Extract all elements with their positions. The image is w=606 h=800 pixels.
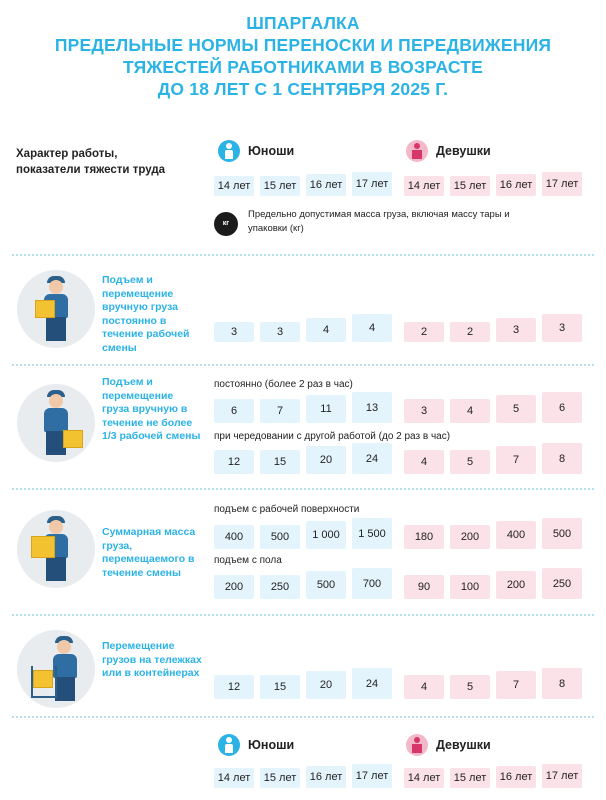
age-cell: 15 лет <box>260 176 300 196</box>
separator <box>12 364 594 366</box>
row-sublabel-alternating: при чередовании с другой работой (до 2 раз в час) <box>214 431 451 442</box>
value-cell: 3 <box>542 314 582 342</box>
separator <box>12 254 594 256</box>
girls-values-floor <box>404 568 582 599</box>
worker-carrying-box-icon <box>17 270 95 348</box>
value-cell: 200 <box>214 575 254 599</box>
age-cell: 16 лет <box>306 174 346 196</box>
boys-footer-header <box>218 734 294 756</box>
section-label-total-mass: Суммарная масса груза, перемещаемого в течение смены <box>102 526 196 579</box>
girls-label: Девушки <box>436 738 491 752</box>
girls-values-work-surface <box>404 518 582 549</box>
value-cell: 400 <box>496 521 536 549</box>
girls-values-carts <box>404 668 582 699</box>
age-cell: 17 лет <box>352 764 392 788</box>
value-cell: 4 <box>352 314 392 342</box>
girls-values-third-constant <box>404 392 582 423</box>
worker-pushing-cart-icon <box>17 630 95 708</box>
value-cell: 4 <box>404 675 444 699</box>
value-cell: 7 <box>496 446 536 474</box>
section-label-third-shift: Подъем и перемещение груза вручную в течение не более 1/3 рабочей смены <box>102 376 201 442</box>
value-cell: 200 <box>496 571 536 599</box>
value-cell: 15 <box>260 450 300 474</box>
girls-values-constant <box>404 314 582 342</box>
boys-values-third-constant <box>214 392 392 423</box>
value-cell: 3 <box>496 318 536 342</box>
value-cell: 200 <box>450 525 490 549</box>
value-cell: 400 <box>214 525 254 549</box>
value-cell: 3 <box>214 322 254 342</box>
mass-note-text: Предельно допустимая масса груза, включая массу тары и упаковки (кг) <box>248 209 510 234</box>
row-sublabel-work-surface: подъем с рабочей поверхности <box>214 504 360 515</box>
value-cell: 8 <box>542 443 582 474</box>
worker-lifting-box-icon <box>17 510 95 588</box>
work-character-label <box>16 146 216 178</box>
title-line-4: ДО 18 ЛЕТ С 1 СЕНТЯБРЯ 2025 Г. <box>157 79 449 99</box>
value-cell: 8 <box>542 668 582 699</box>
age-cell: 17 лет <box>542 764 582 788</box>
value-cell: 2 <box>404 322 444 342</box>
age-cell: 17 лет <box>542 172 582 196</box>
value-cell: 5 <box>450 675 490 699</box>
value-cell: 3 <box>404 399 444 423</box>
value-cell: 500 <box>306 571 346 599</box>
row-sublabel-floor: подъем с пола <box>214 555 282 566</box>
girls-header <box>406 140 491 162</box>
work-character-label-line2: показатели тяжести труда <box>16 164 166 176</box>
girl-icon <box>406 734 428 756</box>
value-cell: 7 <box>496 671 536 699</box>
girls-footer-age-row <box>404 764 582 788</box>
section-label-carts: Перемещение грузов на тележках или в контейнерах <box>102 640 202 679</box>
value-cell: 24 <box>352 668 392 699</box>
age-cell: 14 лет <box>214 768 254 788</box>
age-cell: 15 лет <box>260 768 300 788</box>
age-cell: 14 лет <box>404 176 444 196</box>
value-cell: 20 <box>306 671 346 699</box>
separator <box>12 716 594 718</box>
age-cell: 16 лет <box>496 174 536 196</box>
value-cell: 500 <box>260 525 300 549</box>
value-cell: 12 <box>214 675 254 699</box>
value-cell: 4 <box>404 450 444 474</box>
girl-icon <box>406 140 428 162</box>
boys-values-carts <box>214 668 392 699</box>
boy-icon <box>218 734 240 756</box>
value-cell: 500 <box>542 518 582 549</box>
separator <box>12 488 594 490</box>
title-line-3: ТЯЖЕСТЕЙ РАБОТНИКАМИ В ВОЗРАСТЕ <box>122 57 484 77</box>
age-cell: 15 лет <box>450 176 490 196</box>
section-label-constant-lifting: Подъем и перемещение вручную груза постоянно в течение рабочей смены <box>102 274 190 354</box>
value-cell: 4 <box>306 318 346 342</box>
page-title <box>0 12 606 100</box>
value-cell: 1 000 <box>306 521 346 549</box>
boys-values-work-surface <box>214 518 392 549</box>
value-cell: 11 <box>306 395 346 423</box>
boys-values-floor <box>214 568 392 599</box>
girls-footer-header <box>406 734 491 756</box>
value-cell: 13 <box>352 392 392 423</box>
age-cell: 15 лет <box>450 768 490 788</box>
mass-note <box>214 208 534 236</box>
work-character-label-line1: Характер работы, <box>16 148 118 160</box>
age-cell: 16 лет <box>496 766 536 788</box>
value-cell: 6 <box>542 392 582 423</box>
value-cell: 15 <box>260 675 300 699</box>
value-cell: 2 <box>450 322 490 342</box>
value-cell: 7 <box>260 399 300 423</box>
value-cell: 6 <box>214 399 254 423</box>
value-cell: 180 <box>404 525 444 549</box>
value-cell: 1 500 <box>352 518 392 549</box>
value-cell: 5 <box>450 450 490 474</box>
value-cell: 250 <box>260 575 300 599</box>
worker-with-boxes-icon <box>17 384 95 462</box>
value-cell: 20 <box>306 446 346 474</box>
boys-values-third-alternating <box>214 443 392 474</box>
boy-icon <box>218 140 240 162</box>
boys-header <box>218 140 294 162</box>
age-cell: 14 лет <box>214 176 254 196</box>
age-cell: 14 лет <box>404 768 444 788</box>
boys-footer-age-row <box>214 764 392 788</box>
boys-values-constant <box>214 314 392 342</box>
value-cell: 5 <box>496 395 536 423</box>
value-cell: 700 <box>352 568 392 599</box>
age-cell: 16 лет <box>306 766 346 788</box>
title-line-1: ШПАРГАЛКА <box>246 13 360 33</box>
value-cell: 100 <box>450 575 490 599</box>
separator <box>12 614 594 616</box>
value-cell: 3 <box>260 322 300 342</box>
weight-kg-icon: кг <box>214 212 238 236</box>
girls-values-third-alternating <box>404 443 582 474</box>
row-sublabel-constant: постоянно (более 2 раз в час) <box>214 379 353 390</box>
girls-age-row <box>404 172 582 196</box>
boys-label: Юноши <box>248 738 295 752</box>
value-cell: 90 <box>404 575 444 599</box>
title-line-2: ПРЕДЕЛЬНЫЕ НОРМЫ ПЕРЕНОСКИ И ПЕРЕДВИЖЕНИЯ <box>54 35 552 55</box>
boys-label: Юноши <box>248 144 295 158</box>
girls-label: Девушки <box>436 144 491 158</box>
value-cell: 250 <box>542 568 582 599</box>
age-cell: 17 лет <box>352 172 392 196</box>
value-cell: 24 <box>352 443 392 474</box>
value-cell: 12 <box>214 450 254 474</box>
value-cell: 4 <box>450 399 490 423</box>
boys-age-row <box>214 172 392 196</box>
